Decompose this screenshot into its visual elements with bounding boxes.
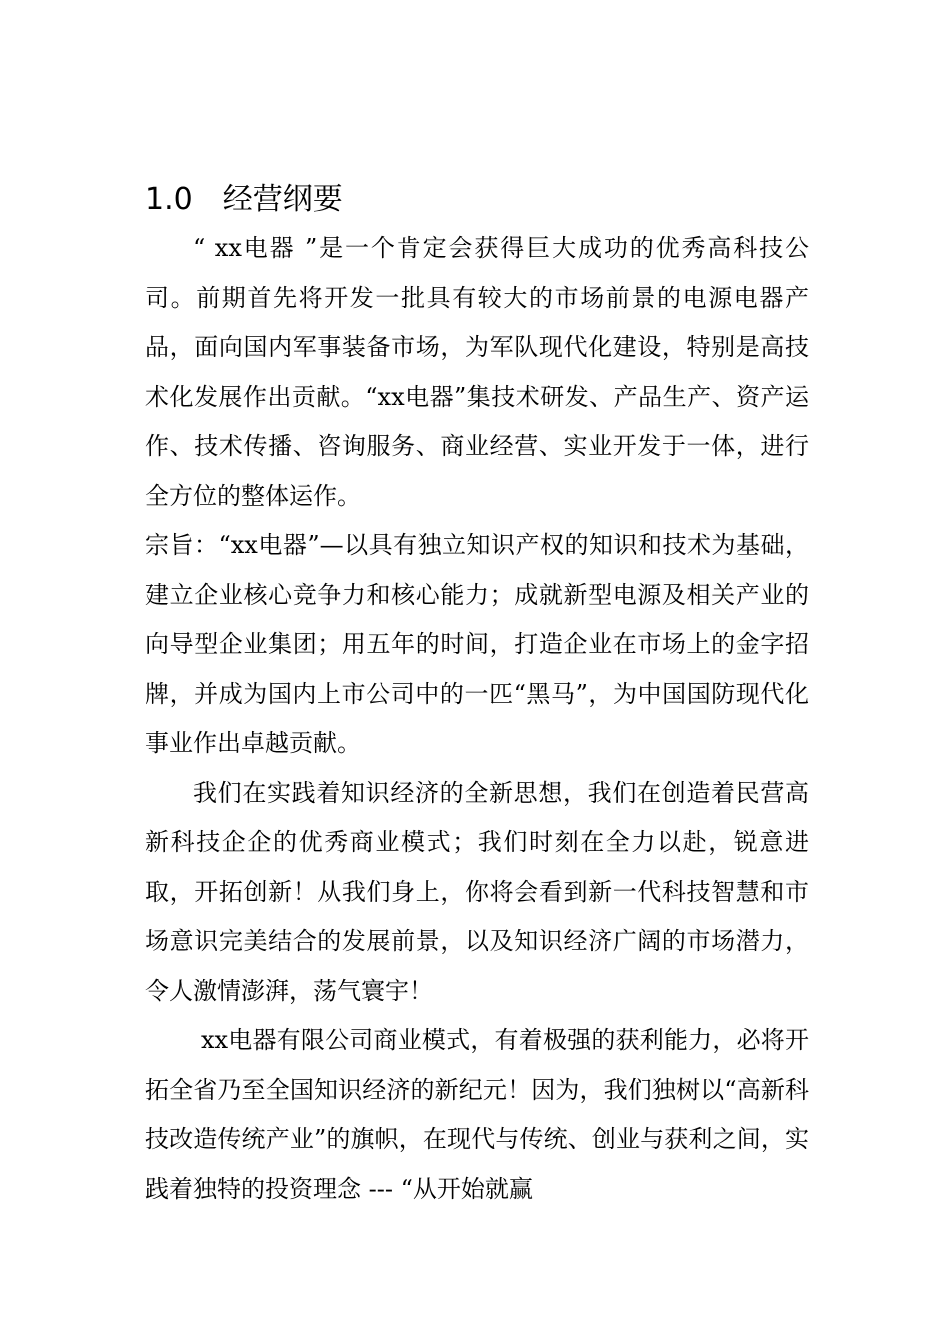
paragraph-business-model: xx电器有限公司商业模式，有着极强的获利能力，必将开拓全省乃至全国知识经济的新纪元！因为，我们独树以“高新科技改造传统产业”的旗帜，在现代与传统、创业与获利之间，实践着独特的投资理念 --- “从开始就赢	[145, 1026, 809, 1203]
paragraph-mission: 宗旨：“xx电器”—以具有独立知识产权的知识和技术为基础，建立企业核心竞争力和核心能力；成就新型电源及相关产业的向导型企业集团；用五年的时间，打造企业在市场上的金字招牌，并成为国内上市公司中的一匹“黑马”，为中国国防现代化事业作出卓越贡献。	[145, 531, 809, 757]
paragraph-intro: “ xx电器 ”是一个肯定会获得巨大成功的优秀高科技公司。前期首先将开发一批具有较大的市场前景的电源电器产品，面向国内军事装备市场，为军队现代化建设，特别是高技术化发展作出贡献。“xx电器”集技术研发、产品生产、资产运作、技术传播、咨询服务、商业经营、实业开发于一体，进行全方位的整体运作。	[145, 234, 809, 510]
section-number: 1.0	[145, 182, 193, 217]
body-text	[145, 224, 809, 1214]
paragraph-practice: 我们在实践着知识经济的全新思想，我们在创造着民营高新科技企企的优秀商业模式；我们时刻在全力以赴，锐意进取，开拓创新！从我们身上，你将会看到新一代科技智慧和市场意识完美结合的发展前景，以及知识经济广阔的市场潜力，令人激情澎湃，荡气寰宇！	[145, 778, 809, 1005]
section-title: 经营纲要	[222, 182, 343, 217]
section-heading	[145, 178, 343, 222]
